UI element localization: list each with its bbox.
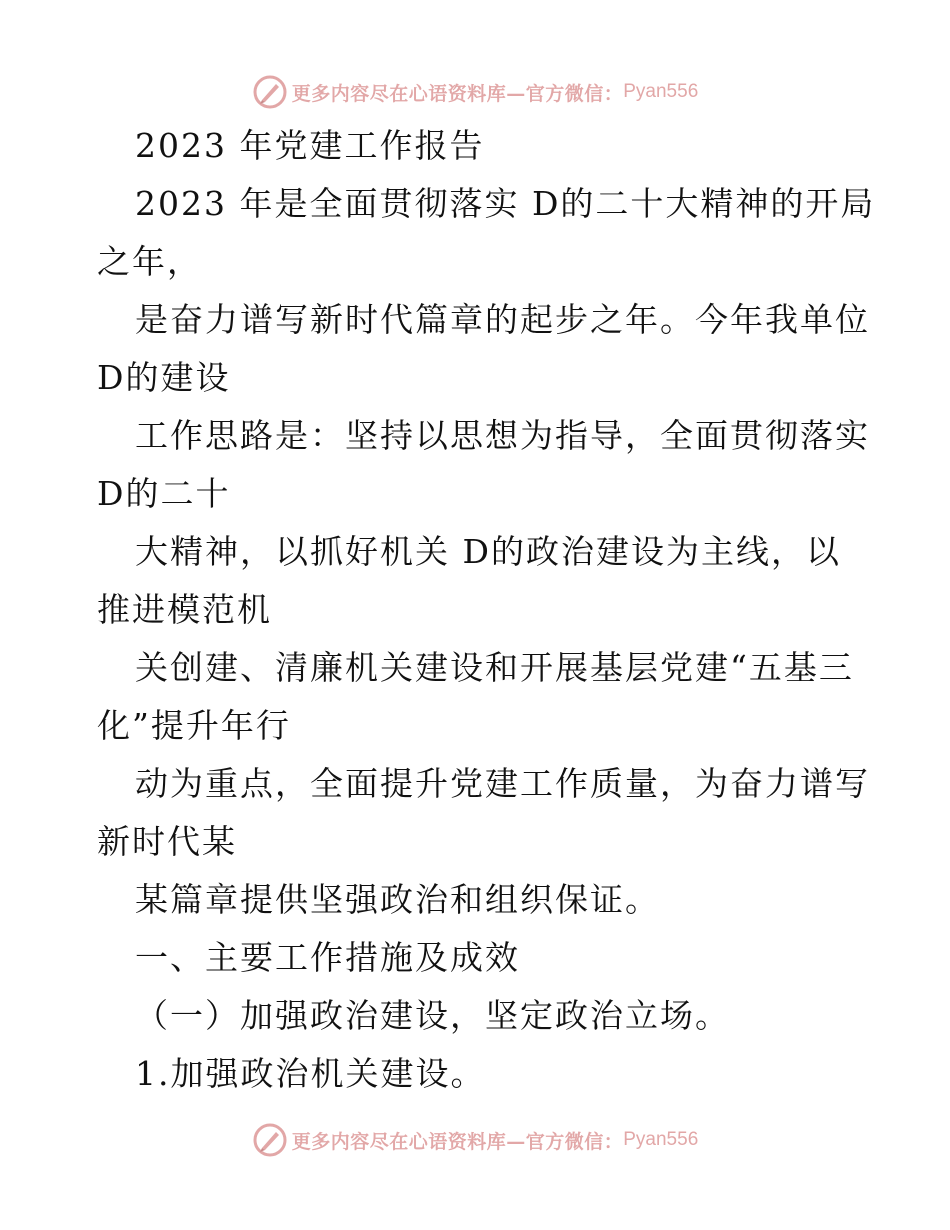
text-line: D的建设 [97,358,231,397]
text-line: 工作思路是：坚持以思想为指导，全面贯彻落实 [135,416,870,455]
text-line: 动为重点，全面提升党建工作质量，为奋力谱写 [135,764,870,803]
watermark-handle: Pyan556 [623,81,699,102]
text-line: 一、主要工作措施及成效 [135,938,520,977]
text-line: 某篇章提供坚强政治和组织保证。 [135,880,660,919]
text-line: 关创建、清廉机关建设和开展基层党建“五基三 [135,648,854,687]
watermark-text: 更多内容尽在心语资料库—官方微信： [291,82,624,105]
pen-logo-icon [252,1122,288,1158]
watermark-text: 更多内容尽在心语资料库—官方微信： [291,1130,624,1153]
footer-watermark [0,1118,950,1162]
text-line: 新时代某 [97,822,237,861]
text-line: 化”提升年行 [97,706,291,745]
text-line: 2023 年党建工作报告 [135,126,485,165]
text-line: 大精神，以抓好机关 D的政治建设为主线，以 [135,532,841,571]
text-line: 1.加强政治机关建设。 [135,1054,486,1093]
document-body [97,117,876,1103]
text-line: （一）加强政治建设，坚定政治立场。 [135,996,730,1035]
text-line: 推进模范机 [97,590,272,629]
text-line: D的二十 [97,474,231,513]
text-line: 是奋力谱写新时代篇章的起步之年。今年我单位 [135,300,870,339]
pen-logo-icon [252,74,288,110]
header-watermark [0,70,950,114]
watermark-handle: Pyan556 [623,1129,699,1150]
text-line: 2023 年是全面贯彻落实 D的二十大精神的开局 [135,184,876,223]
text-line: 之年， [97,242,202,281]
